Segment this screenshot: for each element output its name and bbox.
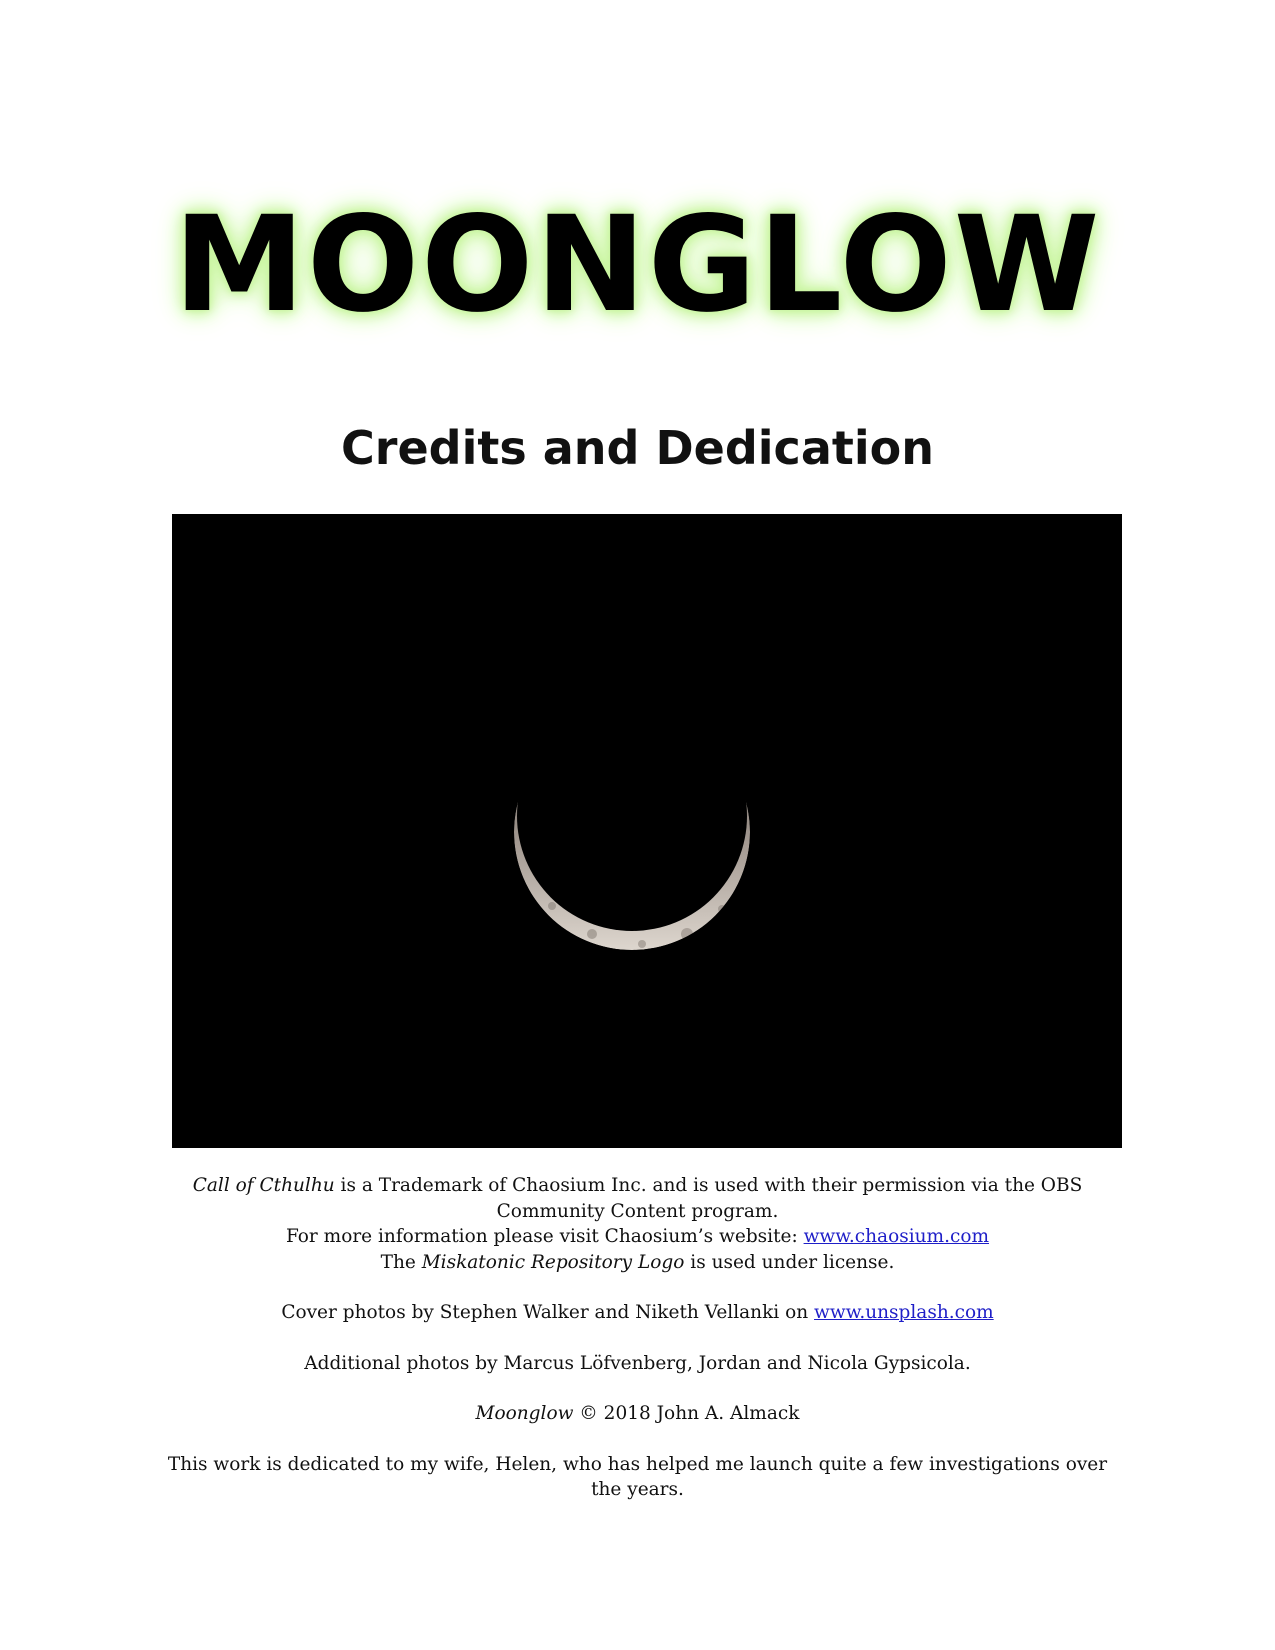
copyright-text: © 2018 John A. Almack [573, 1403, 800, 1424]
trademark-notice [150, 1173, 1125, 1224]
dedication-line: This work is dedicated to my wife, Helen, who has helped me launch quite a few investigations over the years. [167, 1453, 1108, 1500]
logo-license-suffix: is used under license. [684, 1251, 895, 1273]
logo-license-line [150, 1250, 1125, 1276]
copyright-line [150, 1401, 1125, 1427]
logo-license-prefix: The [380, 1251, 422, 1273]
game-name: Call of Cthulhu [192, 1175, 335, 1196]
work-name: Moonglow [475, 1403, 574, 1424]
credits-block [150, 1173, 1125, 1503]
section-heading: Credits and Dedication [341, 421, 934, 475]
logo-name: Miskatonic Repository Logo [421, 1251, 685, 1273]
more-info-line [150, 1224, 1125, 1250]
unsplash-link[interactable]: www.unsplash.com [814, 1302, 994, 1323]
cover-photos-text: Cover photos by Stephen Walker and Niketh Vellanki on [281, 1302, 815, 1323]
cover-photos-line [150, 1300, 1125, 1326]
trademark-text: is a Trademark of Chaosium Inc. and is used with their permission via the OBS Community Content program. [334, 1175, 1083, 1222]
page-title: MOONGLOW [173, 188, 1102, 342]
additional-photos-line: Additional photos by Marcus Löfvenberg, Jordan and Nicola Gypsicola. [304, 1352, 971, 1374]
crescent-moon-photo [172, 514, 1122, 1148]
chaosium-link[interactable]: www.chaosium.com [803, 1226, 990, 1247]
more-info-text: For more information please visit Chaosium’s website: [285, 1226, 804, 1247]
